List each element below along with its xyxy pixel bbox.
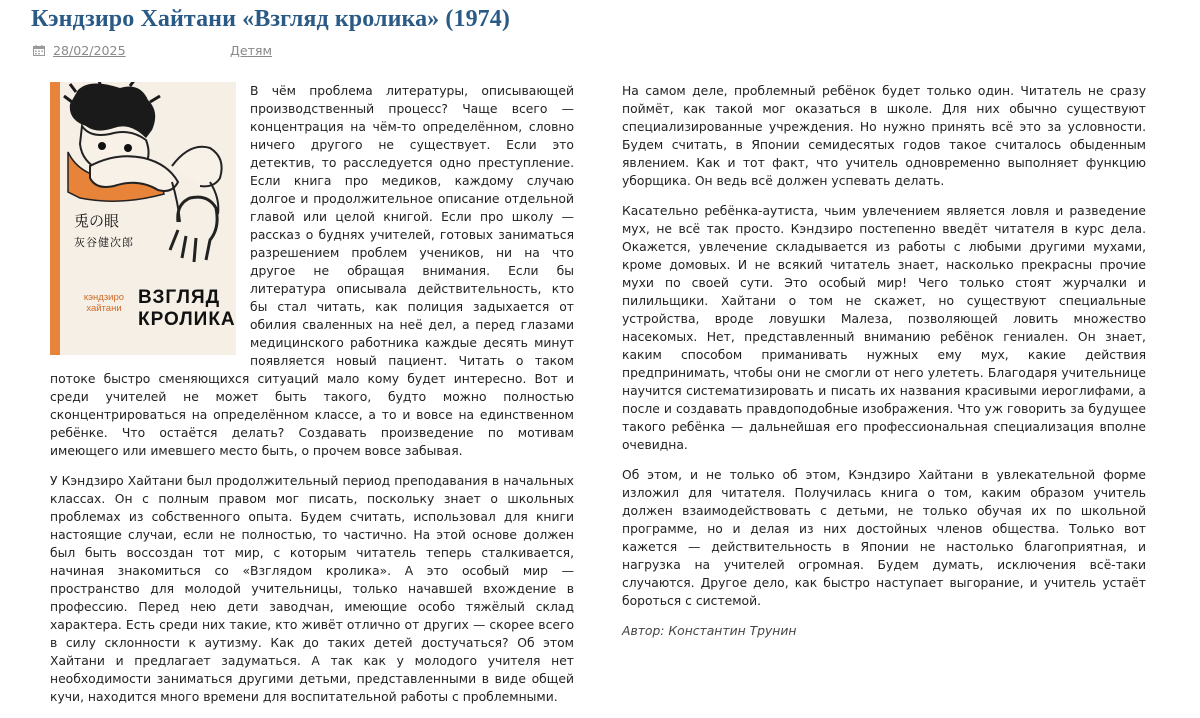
article-column-left (50, 82, 574, 718)
article-column-right (622, 82, 1146, 652)
paragraph: В чём проблема литературы, описывающей производственный процесс? Чаще всего — концентрация на чём-то определённом, словно ничего другого не существует. Если это детектив, то расследуется одно преступление. Если книга про медиков, каждому случаю долгое и продолжительное описание отдельной главой или целой книгой. Если про школу — рассказ о буднях учителей, готовых заниматься разрешением проблем учеников, ни на что другое не обращая внимания. Если бы литература описывала действительность, кто бы стал читать, как полиция задыхается от обилия сваленных на неё дел, а перед глазами медицинского работника каждые десять минут появляется новый пациент. Читать о таком потоке быстро сменяющихся ситуаций мало кому будет интересно. Вот и среди учителей не может быть такого, будто можно полностью сконцентрироваться на определённом классе, а то и вовсе на единственном ребёнке. Что остаётся делать? Создавать произведение по мотивам имеющего или имевшего место быть, о прочем вовсе забывая. (50, 84, 574, 458)
author-byline: Автор: Константин Трунин (622, 624, 797, 638)
paragraph: У Кэндзиро Хайтани был продолжительный период преподавания в начальных классах. Он с полным правом мог писать, поскольку знает о школьных проблемах из собственного опыта. Будем считать, использовал для книги настоящие случаи, если не полностью, то частично. На этой основе должен был быть воссоздан тот мир, с которым читатель теперь сталкивается, начиная знакомиться со «Взглядом кролика». А это особый мир — пространство для молодой учительницы, только начавшей вхождение в профессию. Перед нею дети заводчан, имеющие особо тяжёлый склад характера. Есть среди них такие, кто живёт отлично от других — скорее всего в силу склонности к аутизму. Как до таких детей достучаться? Об этом Хайтани и предлагает задуматься. А так как у молодого учителя нет необходимости заниматься другими детьми, представленными в виде общей кучи, находится много времени для воспитательной работы с проблемными. (50, 474, 574, 704)
post-date-link[interactable]: 28/02/2025 (53, 43, 126, 58)
book-cover-image (50, 82, 236, 355)
paragraph: Об этом, и не только об этом, Кэндзиро Хайтани в увлекательной форме изложил для читателя. Получилась книга о том, каким образом учитель должен взаимодействовать с детьми, не только обучая их по школьной программе, но и делая из них достойных членов общества. Только вот кажется — действительность в Японии не настолько благоприятная, и нагрузка на учителей огромная. Будем думать, исключения всё-таки случаются. Другое дело, как быстро наступает выгорание, и учитель устаёт бороться с системой. (622, 468, 1146, 608)
paragraph: На самом деле, проблемный ребёнок будет только один. Читатель не сразу поймёт, как такой мог оказаться в школе. Для них обычно существуют специализированные учреждения. Но нужно принять всё это за условности. Будем считать, в Японии семидесятых годов такое считалось обыденным явлением. Как и тот факт, что учитель одновременно выполняет функцию уборщика. Он ведь всё должен успевать делать. (622, 84, 1146, 188)
cover-orange-strip (50, 82, 60, 355)
cover-japanese-author: 灰谷健次郎 (74, 236, 134, 249)
cover-illustration (60, 82, 236, 282)
calendar-icon (33, 45, 45, 56)
paragraph: Касательно ребёнка-аутиста, чьим увлечением является ловля и разведение мух, не всё так просто. Кэндзиро постепенно введёт читателя в курс дела. Окажется, увлечение складывается из работы с любыми другими мухами, кроме домовых. И не всякий читатель знает, насколько прекрасны прочие мухи по своей сути. Это особый мир! Чего только стоят журчалки и пилильщики. Хайтани о том не скажет, но существуют специальные устройства, вроде ловушки Малеза, позволяющей ловить множество насекомых. Нет, представленный вниманию ребёнок гениален. Он знает, каким способом приманивать нужных ему мух, какие действия предпринимать, чтобы они не смогли от него улететь. Благодаря учительнице научится систематизировать и писать их названия красивыми иероглифами, а после и создавать правдоподобные изображения. Что уж говорить за будущее такого ребёнка — дальнейшая его профессиональная специализация вполне очевидна. (622, 204, 1146, 452)
cover-japanese-title: 兎の眼 (74, 212, 120, 230)
cover-russian-author: кэндзиро хайтани (83, 292, 125, 314)
article-title: Кэндзиро Хайтани «Взгляд кролика» (1974) (31, 6, 510, 32)
cover-russian-title: ВЗГЛЯД КРОЛИКА (138, 287, 236, 330)
category-link[interactable]: Детям (230, 43, 272, 58)
